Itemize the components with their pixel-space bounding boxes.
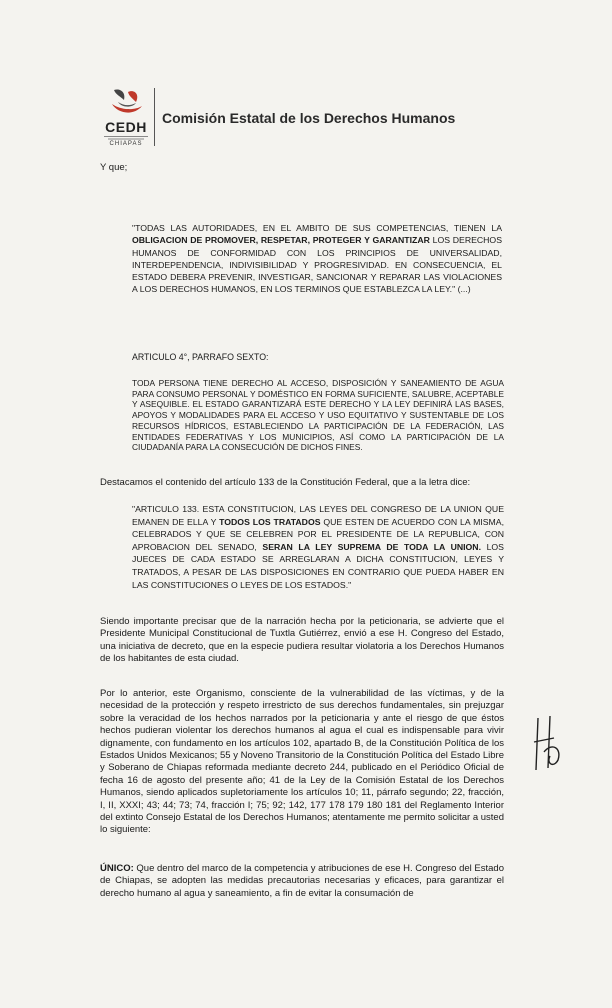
quote2-bold-1: TODOS LOS TRATADOS [219,516,321,527]
header-divider [154,88,155,146]
article4-heading: ARTICULO 4°, PARRAFO SEXTO: [132,352,269,362]
quote2-part-a: "ARTICULO 133. ESTA CONSTITUCION, LAS LEYES DEL CONGRESO DE LA UNION QUE EMANEN DE ELLA Y [132,504,504,527]
unico-text: Que dentro del marco de la competencia y atribuciones de ese H. Congreso del Estado de Chiapas, se adopten las medidas precautorias necesarias y eficaces, para garantizar el derecho humano al agua y saneamiento, a fin de evitar la consumación de [100,863,504,899]
quote1-bold: OBLIGACION DE PROMOVER, RESPETAR, PROTEGER Y GARANTIZAR [132,235,430,246]
margin-initials-signature [528,712,572,776]
paragraph-foundation: Por lo anterior, este Organismo, consciente de la vulnerabilidad de las víctimas, y de la necesidad de la protección y respeto irrestricto de sus derechos fundamentales, sin prejuzgar sobre la veracidad de los hechos narrados por la peticionaria y ante el riesgo de que éstos hechos pudieran violentar los derechos humanos al agua el cual es indispensable para vivir dignamente, con fundamento en los artículos 102, apartado B, de la Constitución Política de los Estados Unidos Mexicanos; 55 y Noveno Transitorio de la Constitución Política del Estado Libre y Soberano de Chiapas reformada mediante decreto 244, publicado en el Periódico Oficial de fecha 16 de agosto del presente año; 41 de la Ley de la Comisión Estatal de los Derechos Humanos, siendo aplicados supletoriamente los artículos 10; 11, párrafo segundo; 22, fracción, I, II, XXXI; 43; 44; 73; 74, fracción I; 75; 92; 142, 177 178 179 180 181 del Reglamento Interior del extinto Consejo Estatal de los Derechos Humanos; atentamente me permito solicitar a usted lo siguiente: [100,688,504,836]
cedh-logo [100,86,152,150]
quote2-bold-2: SERAN LA LEY SUPREMA DE TODA LA UNION. [262,541,481,552]
quote1-part-a: "TODAS LAS AUTORIDADES, EN EL AMBITO DE SUS COMPETENCIAS, TIENEN LA [132,223,502,233]
paragraph-unico [100,863,504,900]
logo-location: CHIAPAS [109,141,143,147]
destacamos-line: Destacamos el contenido del artículo 133 de la Constitución Federal, que a la letra dice: [100,477,471,488]
intro-text: Y que; [100,162,128,173]
quote-article133 [132,503,504,591]
logo-text: CEDH [105,119,147,135]
quote2-part-b: QUE ESTEN DE ACUERDO CON LA MISMA, CELEBRADOS Y QUE SE CELEBREN POR EL PRESIDENTE DE LA REPUBLICA, CON APROBACION DEL SENADO, [132,516,504,552]
paragraph-narration: Siendo importante precisar que de la narración hecha por la peticionaria, se advierte que el Presidente Municipal Constitucional de Tuxtla Gutiérrez, envió a ese H. Congreso del Estado, una iniciativa de decreto, que en la especie pudiera resultar violatoria a los Derechos Humanos de los habitantes de esta ciudad. [100,616,504,665]
cedh-emblem-icon [100,86,152,120]
quote2-part-c: LOS JUECES DE CADA ESTADO SE ARREGLARAN A DICHA CONSTITUCION, LEYES Y TRATADOS, A PESAR DE LAS DISPOSICIONES EN CONTRARIO QUE PUEDA HABER EN LAS CONSTITUCIONES O LEYES DE LOS ESTADOS." [132,541,504,590]
article4-text: TODA PERSONA TIENE DERECHO AL ACCESO, DISPOSICIÓN Y SANEAMIENTO DE AGUA PARA CONSUMO PERSONAL Y DOMÉSTICO EN FORMA SUFICIENTE, SALUBRE, ACEPTABLE Y ASEQUIBLE. EL ESTADO GARANTIZARÁ ESTE DERECHO Y LA LEY DEFINIRÁ LAS BASES, APOYOS Y MODALIDADES PARA EL ACCESO Y USO EQUITATIVO Y SUSTENTABLE DE LOS RECURSOS HÍDRICOS, ESTABLECIENDO LA PARTICIPACIÓN DE LA FEDERACIÓN, LAS ENTIDADES FEDERATIVAS Y LOS MUNICIPIOS, ASÍ COMO LA PARTICIPACIÓN DE LA CIUDADANÍA PARA LA CONSECUCIÓN DE DICHOS FINES. [132,378,504,453]
unico-label: ÚNICO: [100,863,134,874]
org-name: Comisión Estatal de los Derechos Humanos [162,110,456,126]
quote1-part-b: LOS DERECHOS HUMANOS DE CONFORMIDAD CON LOS PRINCIPIOS DE UNIVERSALIDAD, INTERDEPENDENCIA, INDIVISIBILIDAD Y PROGRESIVIDAD. EN CONSECUENCIA, EL ESTADO DEBERA PREVENIR, INVESTIGAR, SANCIONAR Y REPARAR LAS VIOLACIONES A LOS DERECHOS HUMANOS, EN LOS TERMINOS QUE ESTABLEZCA LA LEY." (...) [132,235,502,295]
quote-constitution-article1 [132,222,502,296]
